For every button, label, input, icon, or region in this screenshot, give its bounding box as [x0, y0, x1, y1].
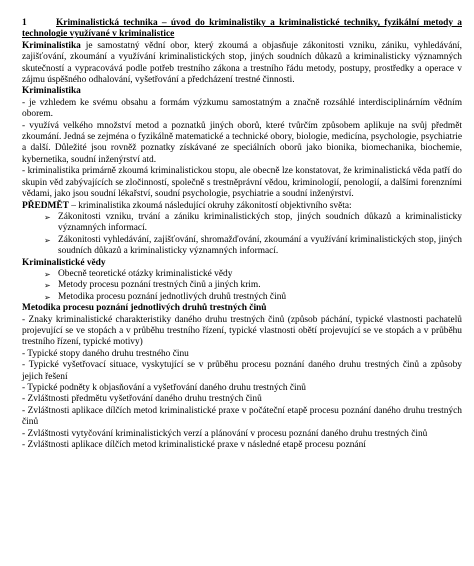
arrow-bullet-icon: ➢ [44, 269, 51, 279]
arrow-bullet-icon: ➢ [44, 235, 51, 245]
chapter-number: 1 [22, 18, 27, 28]
section-heading-methodology: Metodika procesu poznání jednotlivých druhů trestných činů [22, 303, 267, 314]
arrow-bullet-icon: ➢ [44, 292, 51, 302]
kriminalistika-paragraph: - využívá velkého množství metod a poznatků jiných oborů, které tvůrčím způsobem aplikuje na svůj předmět zkoumání. Jedná se zejména o fyzikálně matematické a technické obory, biologie, medicína, psychologie, psychiatrie a další. Důležité jsou rovněž poznatky získávané ze speciálních oborů jako bionika, biomechanika, biochemie, kybernetika, soudní inženýrství atd. [22, 120, 462, 165]
methodology-item: - Zvláštnosti předmětu vyšetřování daného druhu trestných činů [22, 394, 262, 405]
methodology-item: - Typické vyšetřovací situace, vyskytující se v průběhu procesu poznání daného druhu trestných činů a způsoby jejich řešení [22, 360, 462, 382]
document-content [22, 18, 462, 451]
subject-paragraph [22, 201, 462, 212]
arrow-bullet-icon: ➢ [44, 212, 51, 222]
list-item: ➢ Obecně teoretické otázky kriminalistické vědy [44, 268, 233, 279]
methodology-item: - Typické podněty k objasňování a vyšetřování daného druhu trestných činů [22, 383, 306, 393]
subject-term: PŘEDMĚT [22, 200, 69, 211]
list-item: ➢ Metodika procesu poznání jednotlivých druhů trestných činů [44, 291, 287, 302]
kriminalistika-paragraph: - kriminalistika primárně zkoumá kriminalistickou stopu, ale obecně lze konstatovat, že kriminalistická věda patří do skupin věd zabývajících se zločinností, společně s trestněprávní vědou, kriminologií, penologií, a dalšími forenzními vědami, jako jsou soudní lékařství, soudní psychologie, psychiatrie a soudní inženýrství. [22, 166, 462, 200]
list-item: ➢ Zákonitosti vyhledávání, zajišťování, shromažďování, zkoumání a využívání kriminalistických stop, jiných soudních důkazů a kriminalisticky významných informací. [44, 234, 462, 257]
list-item: ➢ Metody procesu poznání trestných činů a jiných krim. [44, 280, 261, 291]
chapter-title: Kriminalistická technika – úvod do kriminalistiky a kriminalistické techniky, fyzikální metody a technologie využívané v kriminalistice [22, 18, 462, 40]
methodology-item: - Zvláštnosti vytyčování kriminalistických verzí a plánování v procesu poznání daného druhu trestných činů [22, 428, 428, 439]
arrow-bullet-icon: ➢ [44, 281, 51, 291]
intro-term: Kriminalistika [22, 40, 81, 51]
intro-text: je samostatný vědní obor, který zkoumá a objasňuje zákonitosti vzniku, zániku, vyhledávání, zajišťování, zkoumání a využívání kriminalistických stop, jiných soudních důkazů a kriminalisticky významných skutečností a vypracovává podle potřeb trestního zákona a trestního řádu metody, postupy, prostředky a operace v zájmu úspěšného odhalování, vyšetřování a předcházení trestné činnosti. [22, 40, 462, 86]
list-item: ➢ Zákonitosti vzniku, trvání a zániku kriminalistických stop, jiných soudních důkazů a kriminalisticky významných informací. [44, 211, 462, 234]
methodology-item: - Typické stopy daného druhu trestného činu [22, 348, 189, 359]
chapter-heading [22, 18, 462, 41]
section-heading-sciences: Kriminalistické vědy [22, 257, 106, 268]
kriminalistika-paragraph: - je vzhledem ke svému obsahu a formám výzkumu samostatným a značně rozsáhlé interdisciplinárním vědním oborem. [22, 97, 462, 120]
section-heading-kriminalistika: Kriminalistika [22, 86, 81, 97]
subject-list [22, 212, 462, 258]
subject-text: – kriminalistika zkoumá následující okruhy zákonitostí objektivního světa: [68, 200, 352, 211]
methodology-item: - Zvláštnosti aplikace dílčích metod kriminalistické praxe v následné etapě procesu poznání [22, 440, 366, 451]
sciences-list [22, 269, 462, 303]
methodology-item: - Znaky kriminalistické charakteristiky daného druhu trestných činů (způsob páchání, typické vlastnosti pachatelů projevující se ve stopách a v průběhu trestního řízení, typické vlastnosti obětí projevující se ve stopách a v průběhu trestního řízení, typické motivy) [22, 314, 462, 348]
methodology-item: - Zvláštnosti aplikace dílčích metod kriminalistické praxe v počáteční etapě procesu poznání daného druhu trestných činů [22, 405, 462, 428]
intro-paragraph [22, 41, 462, 87]
